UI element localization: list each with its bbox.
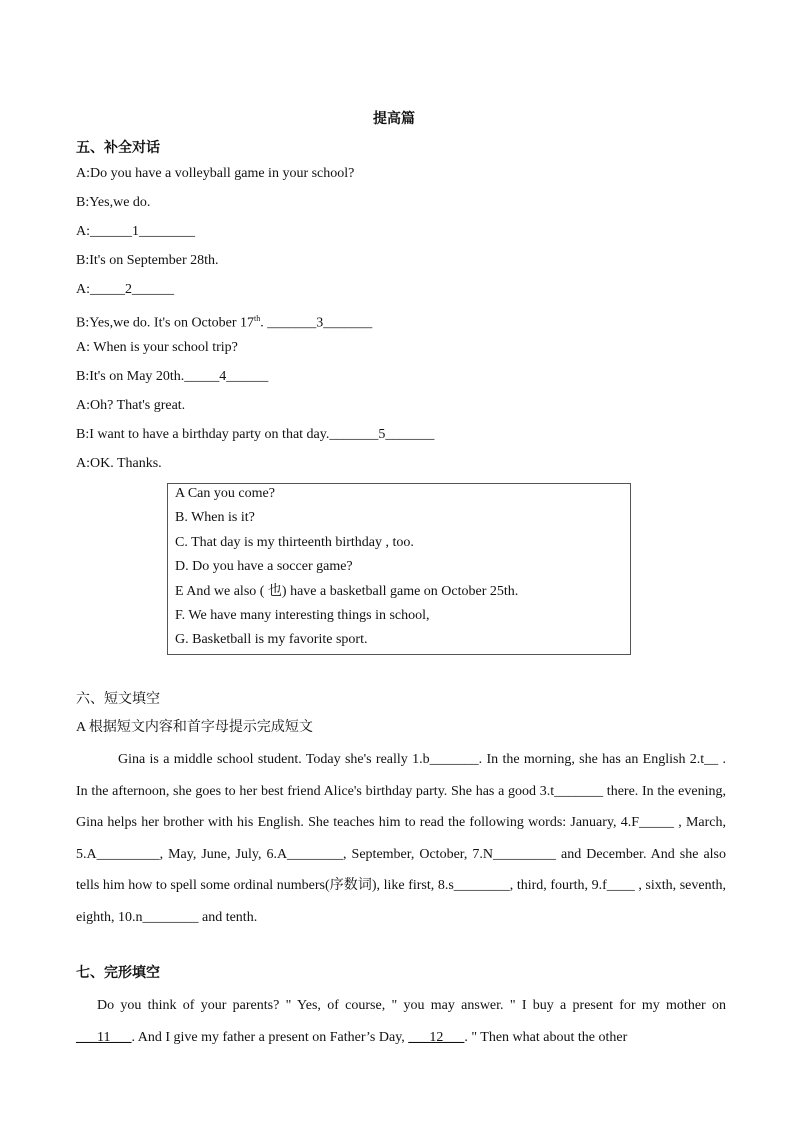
- option-d: D. Do you have a soccer game?: [175, 559, 353, 575]
- cloze-passage: [76, 990, 726, 1054]
- cloze-text: [76, 990, 726, 1054]
- dialogue-line: A: When is your school trip?: [76, 340, 238, 355]
- dialogue: [76, 164, 716, 483]
- dialogue-line: A:______1________: [76, 224, 195, 239]
- dialogue-line-text: B:Yes,we do. It's on October 17: [76, 315, 255, 331]
- dialogue-line: B:I want to have a birthday party on that day._______5_______: [76, 427, 435, 442]
- dialogue-line: A:OK. Thanks.: [76, 456, 162, 471]
- dialogue-line: B:It's on May 20th._____4______: [76, 369, 269, 384]
- dialogue-line-blank: . _______3_______: [260, 315, 373, 331]
- option-b: B. When is it?: [175, 510, 255, 526]
- option-e: E And we also ( 也) have a basketball game on October 25th.: [175, 583, 519, 599]
- dialogue-line: B:Yes,we do.: [76, 195, 151, 210]
- ordinal-suffix: th: [254, 314, 261, 323]
- fill-in-passage: [76, 744, 726, 933]
- cloze-text-mid: . And I give my father a present on Father’s Day,: [131, 1030, 409, 1045]
- cloze-text-end: . " Then what about the other: [464, 1030, 628, 1045]
- options-box: [167, 483, 631, 655]
- option-f: F. We have many interesting things in school,: [175, 607, 430, 623]
- option-c: C. That day is my thirteenth birthday , too.: [175, 534, 414, 550]
- option-g: G. Basketball is my favorite sport.: [175, 632, 368, 648]
- dialogue-line: [76, 309, 716, 338]
- cloze-text-start: Do you think of your parents? " Yes, of course, " you may answer. " I buy a present for my mother on: [97, 998, 726, 1013]
- dialogue-line: A:_____2______: [76, 282, 174, 297]
- section-6-instruction: A 根据短文内容和首字母提示完成短文: [76, 720, 313, 735]
- blank-12: ___12___: [408, 1030, 465, 1045]
- section-5-heading: 五、补全对话: [76, 141, 160, 156]
- section-6-heading: 六、短文填空: [76, 692, 160, 707]
- page-title: 提高篇: [373, 112, 415, 127]
- option-a: A Can you come?: [175, 486, 275, 501]
- dialogue-line: A:Do you have a volleyball game in your school?: [76, 166, 355, 181]
- passage-text: Gina is a middle school student. Today she's really 1.b_______. In the morning, she has an English 2.t__ . In the afternoon, she goes to her best friend Alice's birthday party. She has a good 3.t_______ there. In the evening, Gina helps her brother with his English. She teaches him to read the following words: January, 4.F_____ , March, 5.A_________, May, June, July, 6.A________, September, October, 7.N_________ and December. And she also tells him how to spell some ordinal numbers(序数词), like first, 8.s________, third, fourth, 9.f____ , sixth, seventh, eighth, 10.n________ and tenth.: [76, 752, 726, 925]
- dialogue-line: B:It's on September 28th.: [76, 253, 219, 268]
- blank-11: ___11___: [76, 1030, 132, 1045]
- dialogue-line: A:Oh? That's great.: [76, 398, 186, 413]
- section-7-heading: 七、完形填空: [76, 966, 160, 981]
